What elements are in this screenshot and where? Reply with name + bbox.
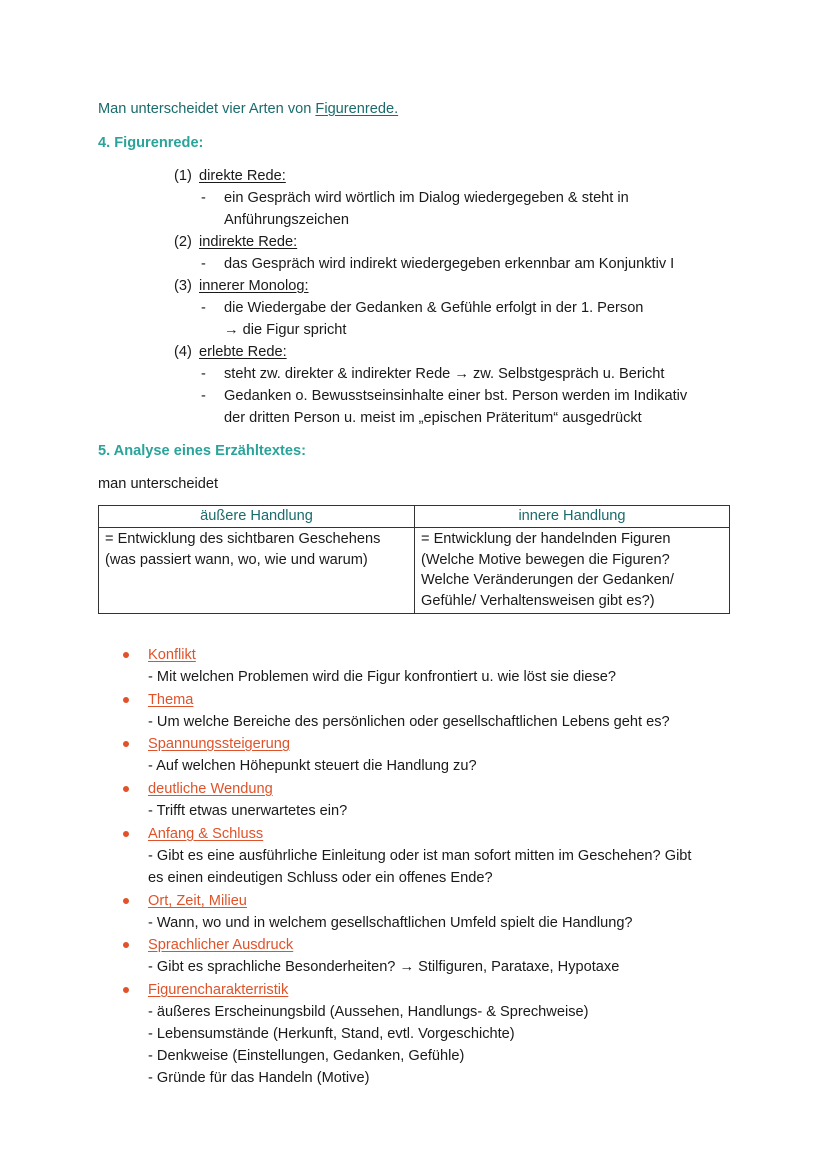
cell-line: Welche Veränderungen der Gedanken/ <box>421 572 674 588</box>
bullet-dot <box>123 652 129 658</box>
bullet-dot <box>123 987 129 993</box>
item4-dash-1: - <box>201 366 206 382</box>
cell-line: Gefühle/ Verhaltensweisen gibt es?) <box>421 592 655 609</box>
section5-subtext: man unterscheidet <box>98 476 219 492</box>
item3-number: (3) <box>174 278 192 294</box>
handlung-table <box>98 505 730 614</box>
bullet-text-cont: es einen eindeutigen Schluss oder ein offenes Ende? <box>148 870 493 886</box>
table-header-aeussere: äußere Handlung <box>99 506 415 528</box>
table-header-innere: innere Handlung <box>415 506 730 528</box>
item2-label: indirekte Rede: <box>199 234 298 250</box>
item4-text-1: steht zw. direkter & indirekter Rede → zw. Selbstgespräch u. Bericht <box>224 366 665 382</box>
item1-label: direkte Rede: <box>199 168 286 184</box>
intro-line <box>98 99 398 119</box>
bullet-title-thema: Thema <box>148 692 194 708</box>
table-row <box>99 528 730 614</box>
bullet-text: - Denkweise (Einstellungen, Gedanken, Gefühle) <box>148 1048 465 1064</box>
section4-heading: 4. Figurenrede: <box>98 135 204 151</box>
item3-text: die Wiedergabe der Gedanken & Gefühle erfolgt in der 1. Person <box>224 300 644 316</box>
cell-line: (was passiert wann, wo, wie und warum) <box>105 551 368 568</box>
bullet-text: - Gründe für das Handeln (Motive) <box>148 1070 370 1086</box>
item4-text-2: Gedanken o. Bewusstseinsinhalte einer bst. Person werden im Indikativ <box>224 388 688 404</box>
table-cell-innere <box>415 528 730 614</box>
bullet-text: - Um welche Bereiche des persönlichen oder gesellschaftlichen Lebens geht es? <box>148 714 670 730</box>
item2-dash: - <box>201 256 206 272</box>
section5-heading: 5. Analyse eines Erzähltextes: <box>98 443 306 459</box>
cell-line: = Entwicklung der handelnden Figuren <box>421 531 671 547</box>
bullet-text: - Gibt es sprachliche Besonderheiten? → Stilfiguren, Parataxe, Hypotaxe <box>148 959 620 975</box>
item2-number: (2) <box>174 234 192 250</box>
bullet-title-sprachlicher-ausdruck: Sprachlicher Ausdruck <box>148 937 294 953</box>
item4-dash-2: - <box>201 388 206 404</box>
item1-number: (1) <box>174 168 192 184</box>
item1-text-cont: Anführungszeichen <box>224 212 349 228</box>
bullet-title-konflikt: Konflikt <box>148 647 196 663</box>
bullet-dot <box>123 942 129 948</box>
bullet-text: - Auf welchen Höhepunkt steuert die Handlung zu? <box>148 758 477 774</box>
item1-text: ein Gespräch wird wörtlich im Dialog wiedergegeben & steht in <box>224 190 629 206</box>
intro-text: Man unterscheidet vier Arten von <box>98 101 316 117</box>
item1-dash: - <box>201 190 206 206</box>
bullet-text: - Wann, wo und in welchem gesellschaftlichen Umfeld spielt die Handlung? <box>148 915 633 931</box>
bullet-dot <box>123 697 129 703</box>
bullet-dot <box>123 831 129 837</box>
item2-text: das Gespräch wird indirekt wiedergegeben erkennbar am Konjunktiv I <box>224 256 675 272</box>
item3-dash: - <box>201 300 206 316</box>
item3-label: innerer Monolog: <box>199 278 309 294</box>
cell-line: (Welche Motive bewegen die Figuren? <box>421 551 670 568</box>
bullet-title-spannungssteigerung: Spannungssteigerung <box>148 736 290 752</box>
item4-label: erlebte Rede: <box>199 344 287 360</box>
bullet-title-figurencharakteristik: Figurencharakterristik <box>148 982 289 998</box>
item3-text-cont: → die Figur spricht <box>224 322 347 338</box>
bullet-title-wendung: deutliche Wendung <box>148 781 273 797</box>
item4-text-2-cont: der dritten Person u. meist im „epischen Präteritum“ ausgedrückt <box>224 410 642 426</box>
bullet-dot <box>123 741 129 747</box>
bullet-text: - Lebensumstände (Herkunft, Stand, evtl. Vorgeschichte) <box>148 1026 515 1042</box>
bullet-title-anfang-schluss: Anfang & Schluss <box>148 826 264 842</box>
figurenrede-link[interactable]: Figurenrede. <box>315 101 399 117</box>
item4-number: (4) <box>174 344 192 360</box>
cell-line: = Entwicklung des sichtbaren Geschehens <box>105 531 381 547</box>
bullet-text: - Gibt es eine ausführliche Einleitung oder ist man sofort mitten im Geschehen? Gibt <box>148 848 692 864</box>
table-header-row <box>99 506 730 528</box>
bullet-dot <box>123 786 129 792</box>
bullet-title-ort-zeit-milieu: Ort, Zeit, Milieu <box>148 893 247 909</box>
table-cell-aeussere <box>99 528 415 614</box>
bullet-text: - Mit welchen Problemen wird die Figur konfrontiert u. wie löst sie diese? <box>148 669 617 685</box>
bullet-text: - äußeres Erscheinungsbild (Aussehen, Handlungs- & Sprechweise) <box>148 1004 589 1020</box>
bullet-dot <box>123 898 129 904</box>
bullet-text: - Trifft etwas unerwartetes ein? <box>148 803 348 819</box>
